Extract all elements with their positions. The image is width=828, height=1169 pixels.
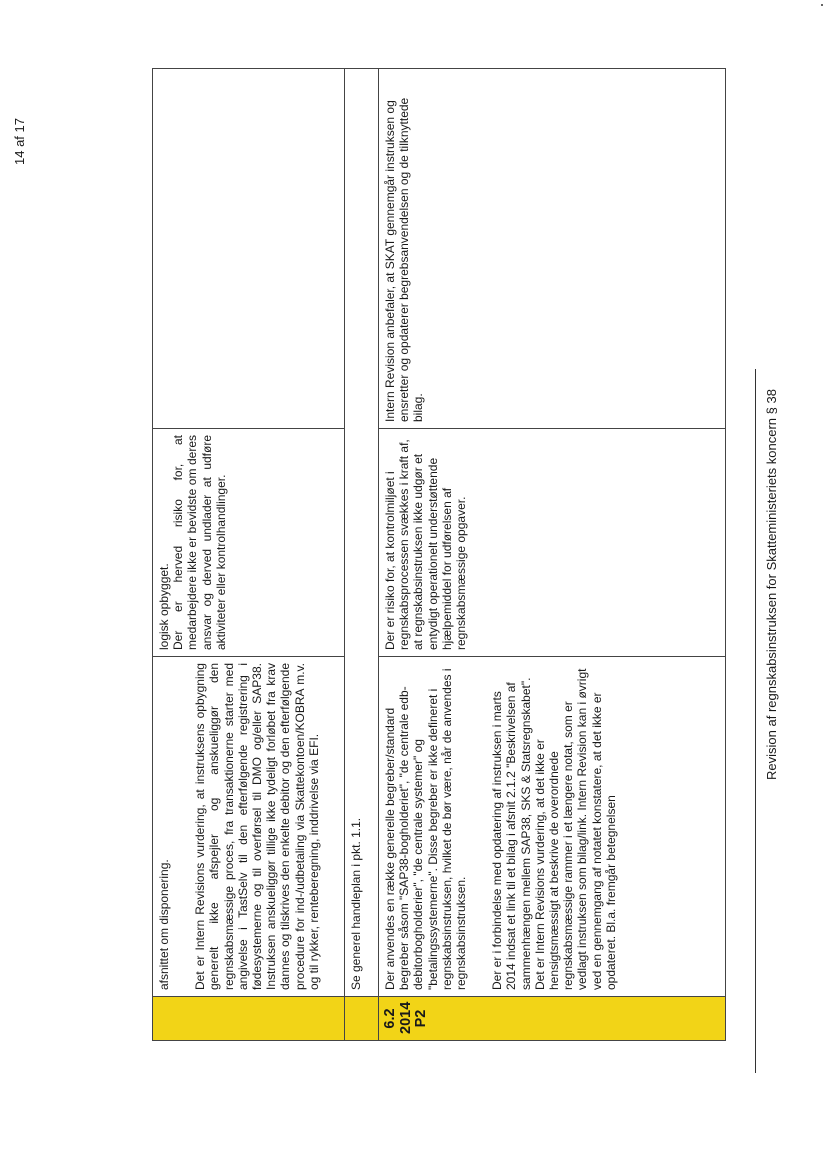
footer-divider: [755, 369, 756, 1073]
description-paragraph: Der er i forbindelse med opdatering af instruksen i marts 2014 indsat et link til et bilag i afsnit 2.1.2 "Beskrivelsen af sammenhængen mellem SAP38, SKS & Statsregnskabet". Det er Intern Revisions vurdering, at det ikke er hensigtsmæssigt at beskrive de overordnede regnskabsmæssige rammer i et længere notat, som er vedlagt instruksen som bilag/link. Intern Revision kan i øvrigt ved en gennemgang af notatet konstatere, at det ikke er opdateret. Bl.a. fremgår betegnelsen: [490, 668, 618, 990]
row-label-cell: [345, 997, 379, 1041]
description-cell: [153, 657, 345, 997]
risk-text: logisk opbygget. Der er herved risiko for, at medarbejdere ikke er bevidste om deres ansvar og derved undlader at udføre aktiviteter eller kontrolhandlinger.: [157, 435, 228, 650]
recommendation-cell: [153, 69, 345, 429]
description-paragraph: Der anvendes en række generelle begreber/standard begreber såsom "SAP38-bogholderiet", "de centrale edb-debitorbogholderier", "de centrale systemer" og "betalingssystemerne". Disse begreber er ikke defineret i regnskabsinstruksen, hvilket de bør være, når de anvendes i regnskabsinstruksen.: [383, 668, 469, 990]
action-plan-cell: [345, 69, 379, 997]
page-number: 14 af 17: [12, 118, 27, 165]
row-label-cell: [153, 997, 345, 1041]
table-row: [379, 69, 726, 1041]
description-paragraph: Det er Intern Revisions vurdering, at instruksens opbygning generelt ikke afspejler og anskueliggør den regnskabsmæssige proces, fra transaktionerne starter med angivelse i TastSelv til den efterfølgende registrering i fødesystemerne og til overførsel til DMO og/eller SAP38. Instruksen anskueliggør tillige ikke tydeligt forløbet fra krav dannes og tilskrives den enkelte debitor og den efterfølgende procedure for ind-/udbetaling via Skattekontoen/KOBRA m.v. og til rykker, renteberegning, inddrivelse via EFI.: [193, 663, 321, 990]
risk-cell: [379, 429, 726, 657]
table-row: [153, 69, 345, 1041]
description-paragraph: afsnittet om disponering.: [157, 859, 171, 990]
description-cell: [379, 657, 726, 997]
table-row: [345, 69, 379, 1041]
finding-priority: P2: [413, 1009, 429, 1028]
findings-table: [152, 68, 726, 1041]
finding-id-cell: [379, 997, 726, 1041]
recommendation-cell: [379, 69, 726, 429]
scan-speck: [821, 4, 823, 6]
action-plan-text: Se generel handleplan i pkt. 1.1.: [349, 817, 363, 990]
risk-text: Der er risiko for, at kontrolmiljøet i regnskabsprocessen svækkes i kraft af, at regnskabsinstruksen ikke udgør et entydigt operationelt understøttende hjælpemiddel for udførelsen af regnskabsmæssige opgaver.: [383, 439, 469, 650]
footer-text: Revision af regnskabsinstruksen for Skatteministeriets koncern § 38: [764, 389, 779, 780]
finding-section: 6.2: [382, 1008, 398, 1029]
risk-cell: [153, 429, 345, 657]
finding-year: 2014: [397, 1001, 414, 1034]
recommendation-text: Intern Revision anbefaler, at SKAT gennemgår instruksen og ensretter og opdaterer begrebsanvendelsen og de tilknyttede bilag.: [383, 97, 426, 422]
